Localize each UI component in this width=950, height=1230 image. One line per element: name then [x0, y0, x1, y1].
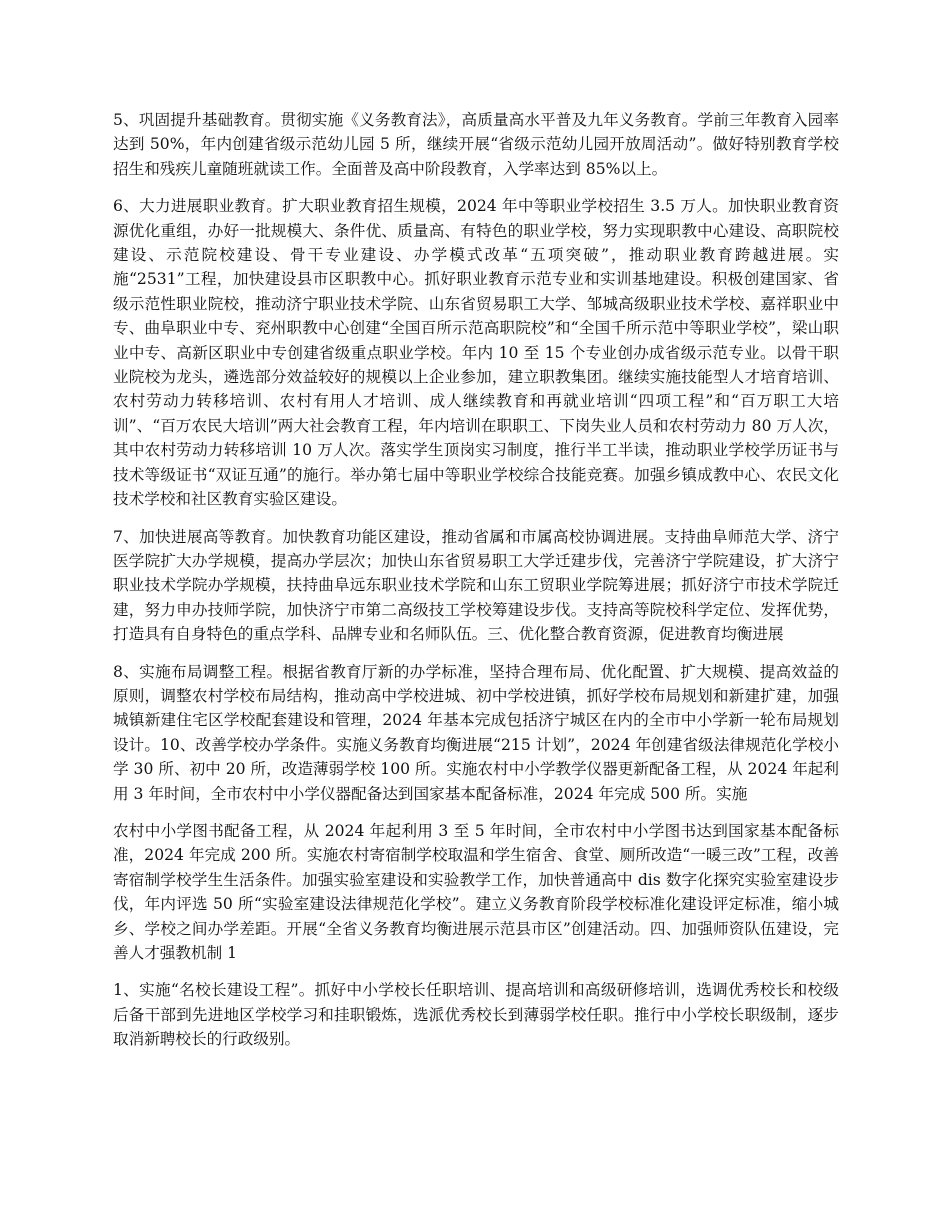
paragraph-principal-program: 1、实施“名校长建设工程”。抓好中小学校长任职培训、提高培训和高级研修培训，选调优秀校长和校级后备干部到先进地区学校学习和挂职锻炼，选派优秀校长到薄弱学校任职。推行中小学校长职级制，逐步取消新聘校长的行政级别。	[113, 981, 839, 1049]
document-body	[113, 108, 839, 1065]
paragraph-vocational-education: 6、大力进展职业教育。扩大职业教育招生规模，2024 年中等职业学校招生 3.5 万人。加快职业教育资源优化重组，办好一批规模大、条件优、质量高、有特色的职业学校，努力实现职教中心建设、高职院校建设、示范院校建设、骨干专业建设、办学模式改革“五项突破”，推动职业教育跨越进展。实施“2531”工程，加快建设县市区职教中心。抓好职业教育示范专业和实训基地建设。积极创建国家、省级示范性职业院校，推动济宁职业技术学院、山东省贸易职工大学、邹城高级职业技术学校、嘉祥职业中专、曲阜职业中专、兖州职教中心创建“全国百所示范高职院校”和“全国千所示范中等职业学校”，梁山职业中专、高新区职业中专创建省级重点职业学校。年内 10 至 15 个专业创办成省级示范专业。以骨干职业院校为龙头，遴选部分效益较好的规模以上企业参加，建立职教集团。继续实施技能型人才培育培训、农村劳动力转移培训、农村有用人才培训、成人继续教育和再就业培训“四项工程”和“百万职工大培训”、“百万农民大培训”两大社会教育工程，年内培训在职职工、下岗失业人员和农村劳动力 80 万人次，其中农村劳动力转移培训 10 万人次。落实学生顶岗实习制度，推行半工半读，推动职业学校学历证书与技术等级证书“双证互通”的施行。举办第七届中等职业学校综合技能竞赛。加强乡镇成教中心、农民文化技术学校和社区教育实验区建设。	[113, 197, 839, 509]
paragraph-basic-education: 5、巩固提升基础教育。贯彻实施《义务教育法》，高质量高水平普及九年义务教育。学前三年教育入园率达到 50%，年内创建省级示范幼儿园 5 所，继续开展“省级示范幼儿园开放周活动”。做好特别教育学校招生和残疾儿童随班就读工作。全面普及高中阶段教育，入学率达到 85%以上。	[113, 111, 839, 178]
paragraph-layout-adjustment: 8、实施布局调整工程。根据省教育厅新的办学标准，坚持合理布局、优化配置、扩大规模、提高效益的原则，调整农村学校布局结构，推动高中学校进城、初中学校进镇，抓好学校布局规划和新建扩建，加强城镇新建住宅区学校配套建设和管理，2024 年基本完成包括济宁城区在内的全市中小学新一轮布局规划设计。10、改善学校办学条件。实施义务教育均衡进展“215 计划”，2024 年创建省级法律规范化学校小学 30 所、初中 20 所，改造薄弱学校 100 所。实施农村中小学教学仪器更新配备工程，从 2024 年起利用 3 年时间，全市农村中小学仪器配备达到国家基本配备标准，2024 年完成 500 所。实施	[113, 662, 839, 803]
paragraph-higher-education: 7、加快进展高等教育。加快教育功能区建设，推动省属和市属高校协调进展。支持曲阜师范大学、济宁医学院扩大办学规模，提高办学层次；加快山东省贸易职工大学迁建步伐，完善济宁学院建设，扩大济宁职业技术学院办学规模，扶持曲阜远东职业技术学院和山东工贸职业学院筹进展；抓好济宁市技术学院迁建，努力申办技师学院，加快济宁市第二高级技工学校筹建设步伐。支持高等院校科学定位、发挥优势，打造具有自身特色的重点学科、品牌专业和名师队伍。三、优化整合教育资源，促进教育均衡进展	[113, 527, 839, 644]
paragraph-rural-books: 农村中小学图书配备工程，从 2024 年起利用 3 至 5 年时间，全市农村中小学图书达到国家基本配备标准，2024 年完成 200 所。实施农村寄宿制学校取温和学生宿舍、食堂、厕所改造“一暖三改”工程，改善寄宿制学校学生生活条件。加强实验室建设和实验教学工作，加快普通高中 dis 数字化探究实验室建设步伐，年内评选 50 所“实验室建设法律规范化学校”。建立义务教育阶段学校标准化建设评定标准，缩小城乡、学校之间办学差距。开展“全省义务教育均衡进展示范县市区”创建活动。四、加强师资队伍建设，完善人才强教机制 1	[113, 821, 839, 962]
